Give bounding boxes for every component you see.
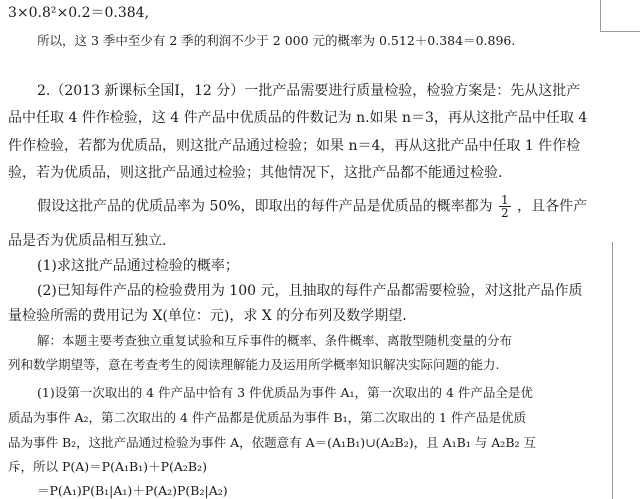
solution-intro: 解：本题主要考查独立重复试验和互斥事件的概率、条件概率、离散型随机变量的分布 <box>37 333 513 348</box>
text-line-7-end: ，且各件产 <box>517 198 588 215</box>
text-line-6: 验，若为优质品，则这批产品通过检验；其他情况下，这批产品都不能通过检验. <box>8 165 503 181</box>
problem-header: 2.（2013 新课标全国Ⅰ，12 分）一批产品需要进行质量检验，检验方案是：先从这批产 <box>37 83 581 99</box>
text-line-2: 所以，这 3 季中至少有 2 季的利润不少于 2 000 元的概率为 0.512＋0.384＝0.896. <box>37 33 516 48</box>
text-line-11: 量检验所需的费用记为 X(单位：元)，求 X 的分布列及数学期望. <box>8 308 407 324</box>
fraction-denominator: 2 <box>501 206 509 220</box>
margin-rule-right <box>612 242 613 499</box>
text-line-7 <box>37 194 587 219</box>
solution-intro-2: 列和数学期望等，意在考查考生的阅读理解能力及运用所学概率知识解决实际问题的能力. <box>8 357 500 372</box>
text-line-5: 件作检验，若都为优质品，则这批产品通过检验；如果 n＝4，再从这批产品中任取 1 件作检 <box>8 138 581 154</box>
text-line-7-start: 假设这批产品的优质品率为 50%，即取出的每件产品是优质品的概率都为 <box>37 198 493 215</box>
solution-line-5: ＝P(A₁)P(B₁|A₁)＋P(A₂)P(B₂|A₂) <box>37 483 228 498</box>
text-line-1: 3×0.8²×0.2＝0.384, <box>8 5 150 21</box>
fraction-numerator: 1 <box>501 193 509 207</box>
solution-line-4: 斥，所以 P(A)＝P(A₁B₁)＋P(A₂B₂) <box>8 459 207 474</box>
solution-line-2: 质品为事件 A₂，第二次取出的 4 件产品都是优质品为事件 B₁，第二次取出的 1 件产品是优质 <box>8 410 526 425</box>
fraction-one-half <box>499 194 511 219</box>
margin-rule-corner <box>600 31 640 32</box>
question-1: (1)求这批产品通过检验的概率； <box>37 258 239 274</box>
margin-rule-top <box>600 0 601 32</box>
solution-line-3: 品为事件 B₂，这批产品通过检验为事件 A，依题意有 A＝(A₁B₁)∪(A₂B₂)，且 A₁B₁ 与 A₂B₂ 互 <box>8 435 536 450</box>
text-line-4: 品中任取 4 件作检验，这 4 件产品中优质品的件数记为 n.如果 n＝3，再从这批产品中任取 4 <box>8 110 588 126</box>
text-line-8: 品是否为优质品相互独立. <box>8 233 167 249</box>
question-2: (2)已知每件产品的检验费用为 100 元，且抽取的每件产品都需要检验，对这批产品作质 <box>37 283 583 299</box>
solution-line-1: (1)设第一次取出的 4 件产品中恰有 3 件优质品为事件 A₁，第一次取出的 4 件产品全是优 <box>37 385 533 400</box>
